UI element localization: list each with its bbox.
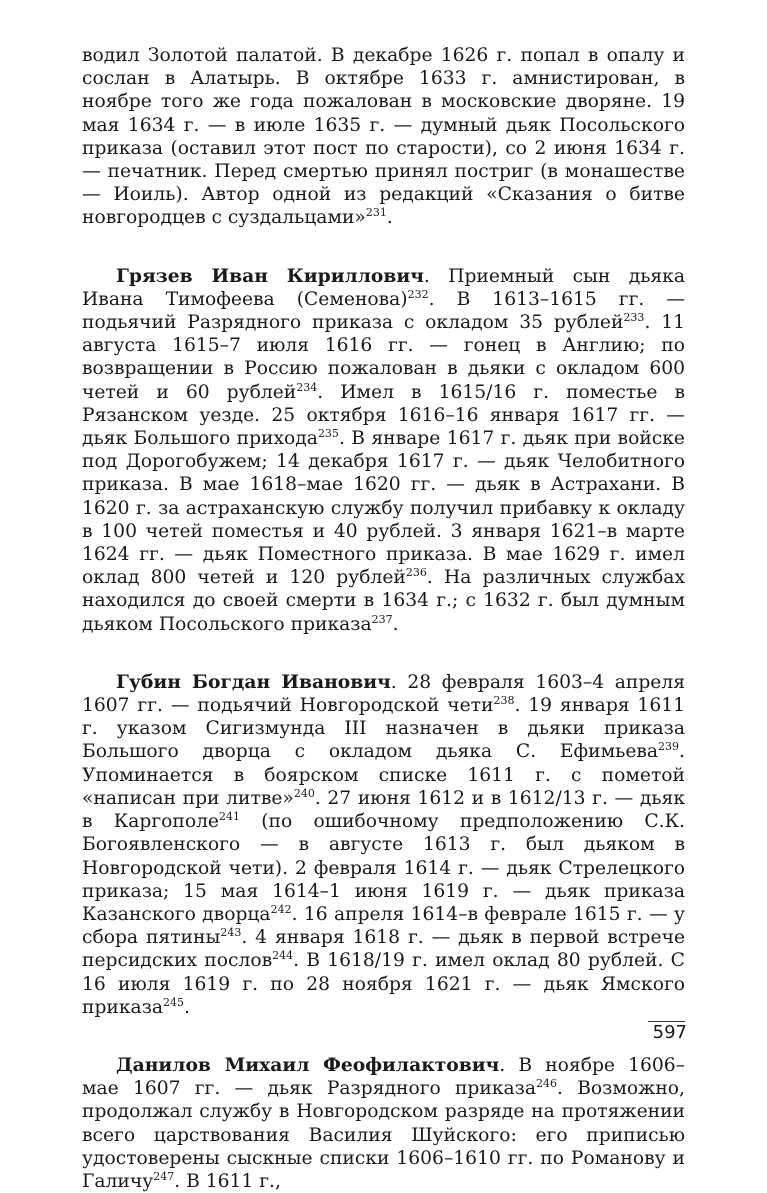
text-run: . В январе 1617 г. дьяк при войске под Дорогобужем; 14 декабря 1617 г. — дьяк Челобитного приказа. В мае 1618–мае 1620 гг. — дьяк в Астрахани. В 1620 г. за астраханскую службу получил прибавку к окладу в 100 четей поместья и 40 рублей. 3 января 1621–в марте 1624 гг. — дьяк Поместного приказа. В мае 1629 г. имел оклад 800 четей и 120 рублей [82,428,685,589]
entry-name: Грязев Иван Кириллович [116,264,424,287]
footnote-ref: 240 [293,786,315,800]
footnote-ref: 231 [365,206,387,220]
text-run: . В 1611 г., [174,1170,281,1192]
footnote-ref: 246 [536,1076,558,1090]
entry-gubin [82,671,685,1019]
footnote-ref: 236 [405,566,427,580]
text-run: . Упоминается в боярском списке 1611 г. с пометой «написан при литве» [82,741,685,809]
footnote-ref: 238 [493,693,515,707]
page-number: 597 [652,1022,687,1043]
entry-danilov [82,1054,685,1193]
text-run: . В ноябре 1606–мае 1607 гг. — дьяк Разрядного приказа [82,1054,685,1100]
footnote-ref: 237 [371,612,393,626]
entry-body [82,265,685,636]
text-run: . [392,613,399,635]
text-run: . Возможно, продолжал службу в Новгородском разряде на протяжении всего царствования Василия Шуйского: его приписью удостоверены сыскные списки 1606–1610 гг. по Романову и Галичу [82,1078,685,1192]
footnote-ref: 235 [317,426,339,440]
text-run: . 11 августа 1615–7 июля 1616 гг. — гонец в Англию; по возвращении в Россию пожалован в дьяки с окладом 600 четей и 60 рублей [82,312,685,403]
text-run: водил Золотой палатой. В декабре 1626 г. попал в опалу и сослан в Алатырь. В октябре 1633 г. амнистирован, в ноябре того же года пожалован в московские дворяне. 19 мая 1634 г. — в июле 1635 г. — думный дьяк Посольского приказа (оставил этот пост по старости), со 2 июня 1634 г. — печатник. Перед смертью принял постриг (в монашестве — Иоиль). Автор одной из редакций «Сказания о битве новгородцев с суздальцами» [82,45,685,229]
footnote-ref: 234 [296,380,318,394]
text-run: . 27 июня 1612 и в 1612/13 г. — дьяк в Каргополе [82,787,686,833]
entry-body [82,44,685,230]
footnote-ref: 232 [407,287,429,301]
footnote-ref: 247 [153,1169,175,1183]
text-run: . В 1618/19 г. имел оклад 80 рублей. С 16 июля 1619 г. по 28 ноября 1621 г. — дьяк Ямского приказа [82,950,685,1018]
entry-name: Губин Богдан Иванович [116,670,391,693]
text-run: . 4 января 1618 г. — дьяк в первой встрече персидских послов [82,927,685,972]
footnote-ref: 243 [220,925,242,939]
footnote-ref: 241 [219,809,240,823]
footnote-ref: 242 [270,902,292,916]
text-run: . На различных службах находился до своей смерти в 1634 г.; с 1632 г. был думным дьяком Посольского приказа [82,567,685,635]
text-run: (по ошибочному предположению С.К. Богоявленского — в августе 1613 г. был дьяком в Новгородской чети). 2 февраля 1614 г. — дьяк Стрелецкого приказа; 15 мая 1614–1 июня 1619 г. — дьяк приказа Казанского дворца [82,811,685,925]
entry-body [82,1054,685,1193]
entry-continuation [82,44,685,230]
text-run: . Имел в 1615/16 г. поместье в Рязанском уезде. 25 октября 1616–16 января 1617 гг. — дьяк Большого прихода [82,381,685,450]
text-run: . [184,996,190,1018]
text-run: . Приемный сын дьяка Ивана Тимофеева (Семенова) [82,265,685,310]
page-text [82,44,685,1193]
footnote-ref: 239 [658,740,680,754]
text-run: . 19 января 1611 г. указом Сигизмунда III назначен в дьяки приказа Большого дворца с окладом дьяка С. Ефимьева [82,695,685,763]
footnote-ref: 245 [163,995,185,1009]
text-run: . В 1613–1615 гг. — подьячий Разрядного приказа с окладом 35 рублей [82,288,686,334]
footnote-ref: 233 [623,310,645,324]
entry-name: Данилов Михаил Феофилактович [116,1053,500,1076]
text-run: . [386,207,393,229]
footnote-ref: 244 [272,949,294,963]
text-run: . 28 февраля 1603–4 апреля 1607 гг. — подьячий Новгородской чети [82,671,686,717]
text-run: . 16 апреля 1614–в феврале 1615 г. — у сбора пятины [82,903,685,949]
entry-gryazev [82,265,685,636]
entry-body [82,671,685,1019]
